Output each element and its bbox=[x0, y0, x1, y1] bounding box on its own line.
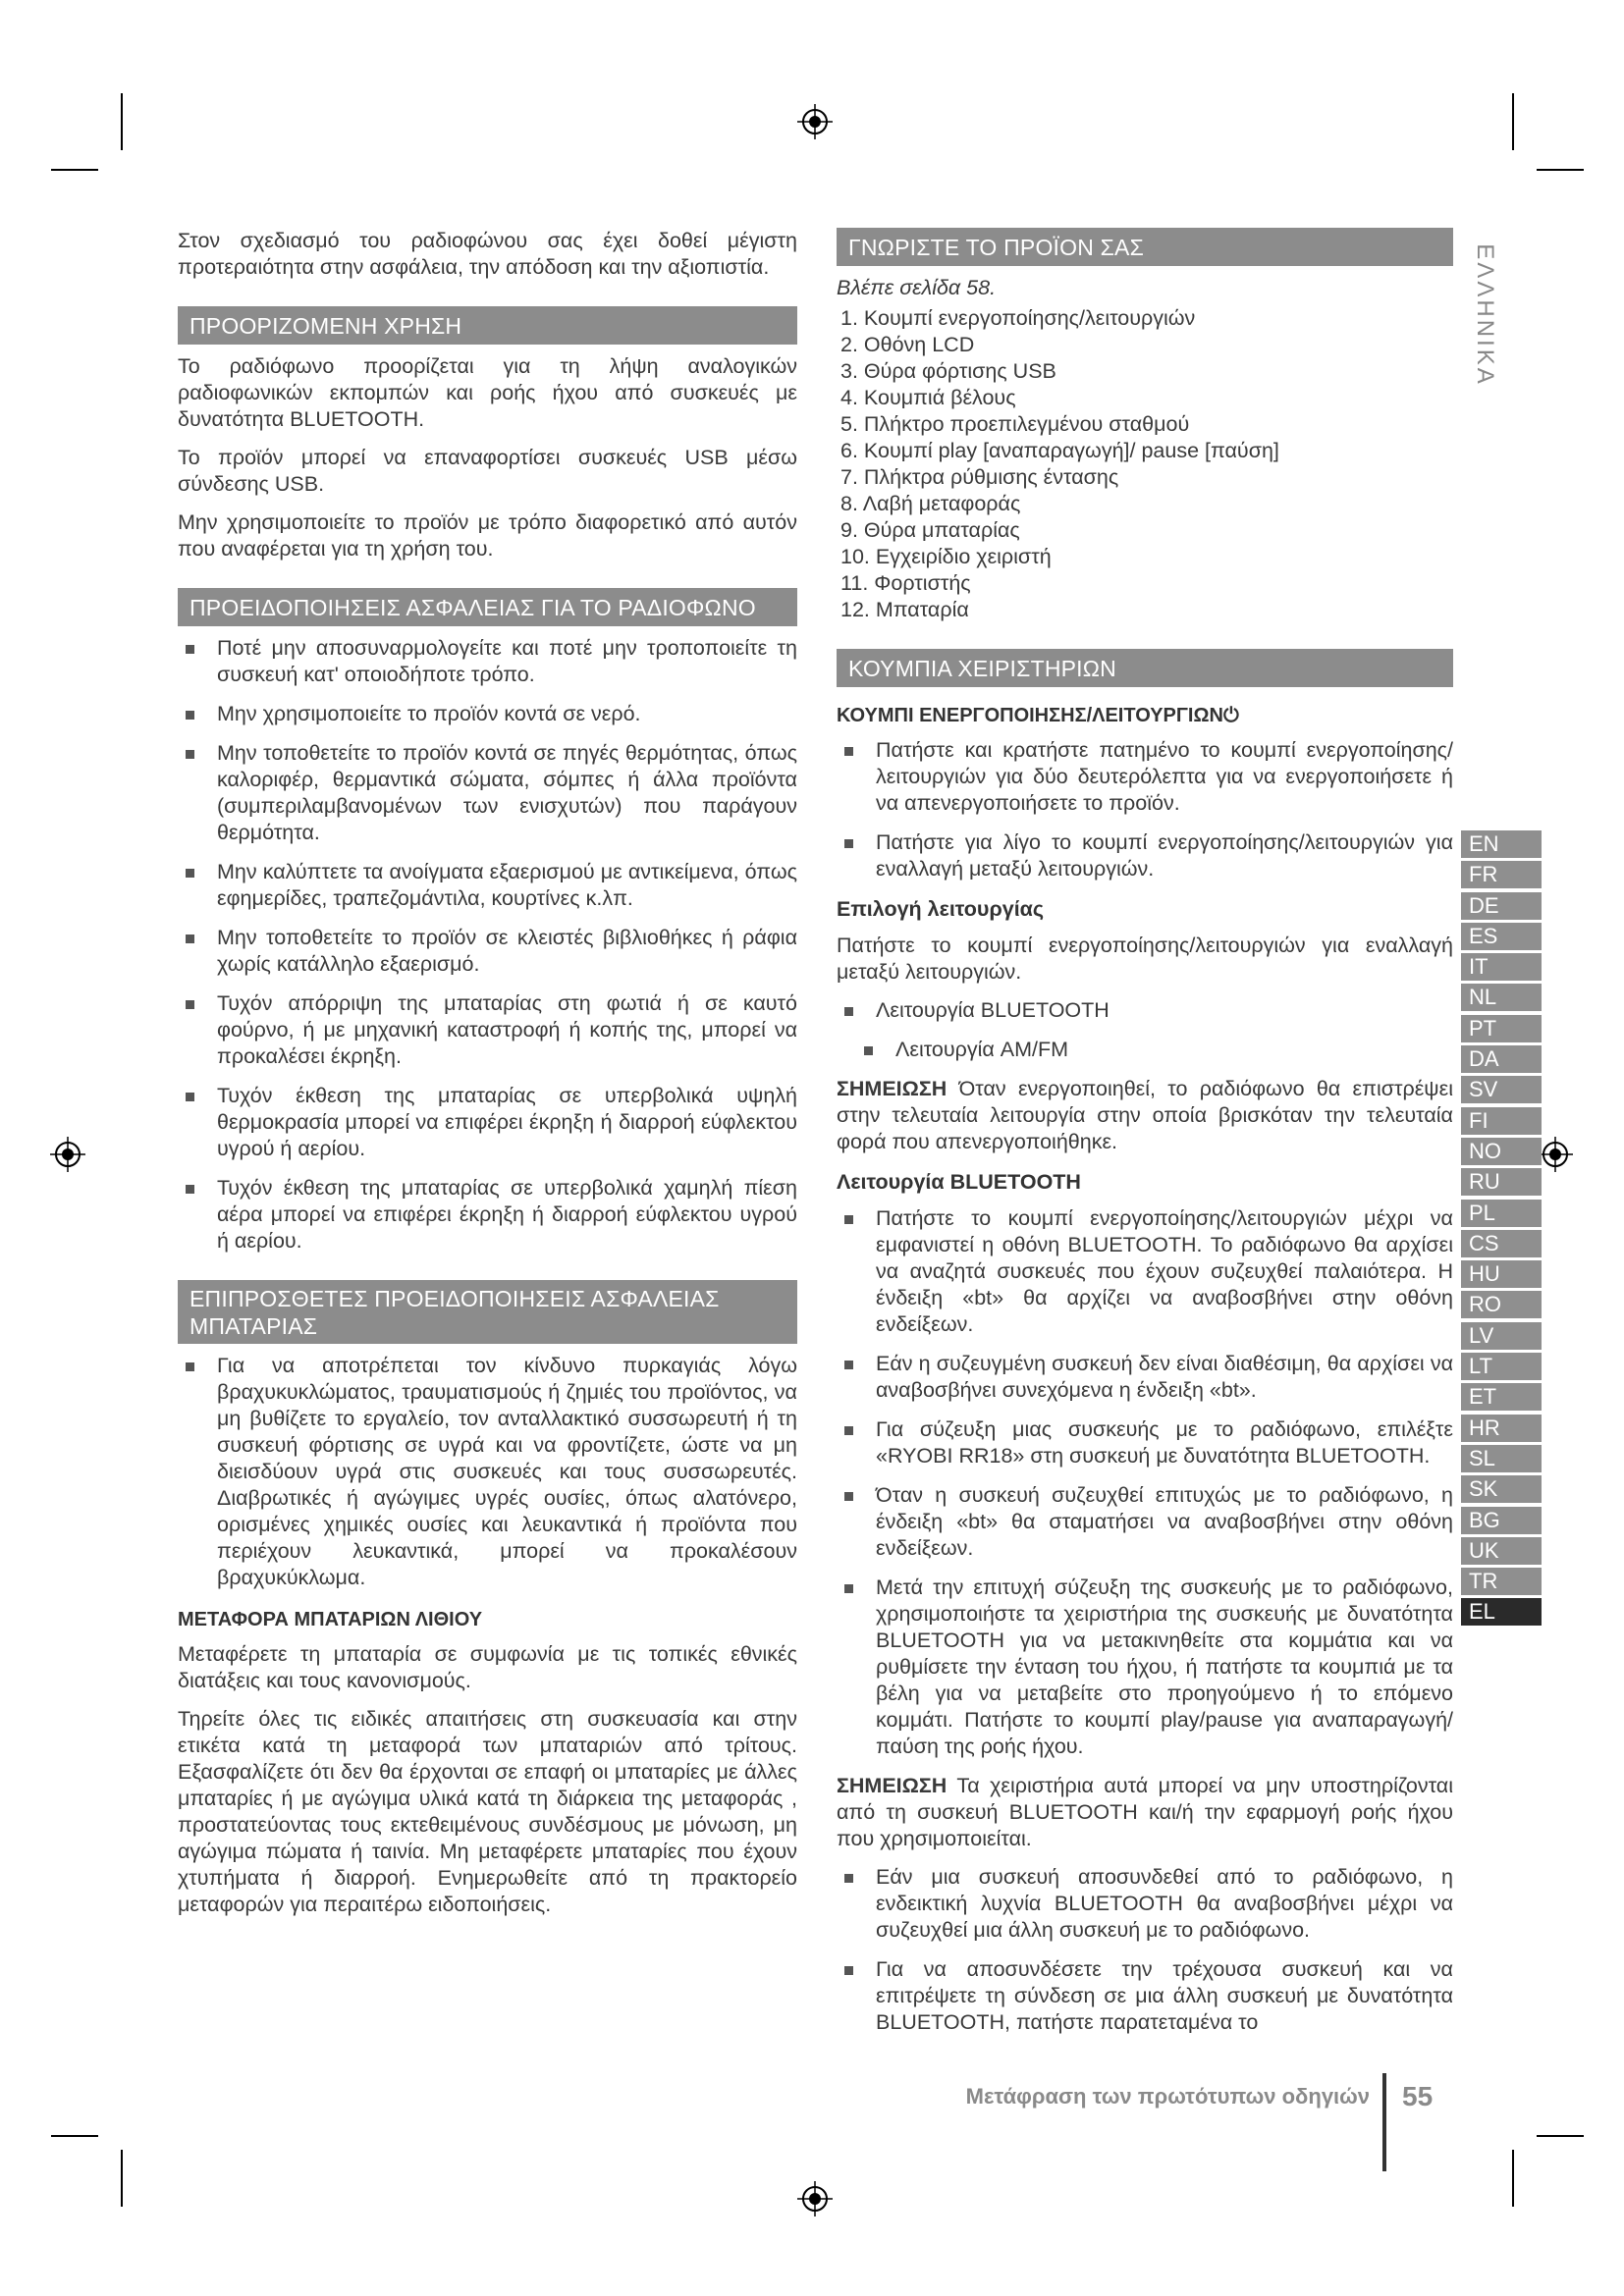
side-language-title bbox=[1455, 232, 1514, 399]
language-tab-el: EL bbox=[1461, 1598, 1542, 1626]
language-tab-pt: PT bbox=[1461, 1015, 1542, 1042]
footer-divider bbox=[1382, 2073, 1386, 2171]
bluetooth-item: Για να αποσυνδέσετε την τρέχουσα συσκευή και να επιτρέψετε τη σύνδεση σε μια άλλη συσκευή με δυνατότητα BLUETOOTH, πατήστε παρατεταμένα το bbox=[837, 1956, 1453, 2036]
transport-paragraph: Τηρείτε όλες τις ειδικές απαιτήσεις στη συσκευασία και στην ετικέτα κατά τη μεταφορά των μπαταριών από τρίτους. Εξασφαλίζετε ότι δεν θα έρχονται σε επαφή οι μπαταρίες με άλλες μπαταρίες ή με αγώγιμα υλικά κατά τη διάρκεια της μεταφοράς , προστατεύοντας τους εκτεθειμένους συνδέσμους με μόνωση, μη αγώγιμα πώματα ή ταινία. Μη μεταφέρετε μπαταρίες που έχουν χτυπήματα ή διαρροή. Ενημερωθείτε από τη πρακτορείο μεταφορών για περαιτέρω ειδοποιήσεις. bbox=[178, 1707, 797, 1916]
crop-mark bbox=[1512, 93, 1514, 150]
see-page-reference: Βλέπε σελίδα 58. bbox=[837, 276, 997, 299]
footer-text: Μετάφραση των πρωτότυπων οδηγιών bbox=[965, 2084, 1370, 2109]
language-tab-it: IT bbox=[1461, 953, 1542, 981]
crop-mark bbox=[121, 93, 123, 150]
transport-paragraph: Μεταφέρετε τη μπαταρία σε συμφωνία με τις τοπικές εθνικές διατάξεις και τους κανονισμούς. bbox=[178, 1642, 797, 1692]
mode-heading: Επιλογή λειτουργίας bbox=[837, 897, 1045, 921]
battery-list bbox=[178, 1353, 797, 1591]
language-tab-nl: NL bbox=[1461, 984, 1542, 1011]
language-tab-hu: HU bbox=[1461, 1260, 1542, 1288]
mode-text: Πατήστε το κουμπί ενεργοποίησης/λειτουργιών για εναλλαγή μεταξύ λειτουργιών. bbox=[837, 934, 1453, 984]
power-item: Πατήστε για λίγο το κουμπί ενεργοποίησης/λειτουργιών για εναλλαγή μεταξύ λειτουργιών. bbox=[837, 829, 1453, 882]
language-tab-uk: UK bbox=[1461, 1537, 1542, 1565]
part-item: 2. Οθόνη LCD bbox=[840, 333, 975, 356]
language-tab-cs: CS bbox=[1461, 1230, 1542, 1257]
left-column bbox=[178, 228, 797, 1930]
bluetooth-item: Πατήστε το κουμπί ενεργοποίησης/λειτουργιών μέχρι να εμφανιστεί η οθόνη BLUETOOTH. Το ραδιόφωνο θα αρχίσει να αναζητά συσκευές που έχουν συζευχθεί παλαιότερα. Η ένδειξη «bt» θα αρχίζει να αναβοσβήνει στην οθόνη ενδείξεων. bbox=[837, 1205, 1453, 1338]
language-tab-et: ET bbox=[1461, 1383, 1542, 1411]
part-item: 3. Θύρα φόρτισης USB bbox=[840, 359, 1056, 383]
battery-item: Για να αποτρέπεται τον κίνδυνο πυρκαγιάς λόγω βραχυκυκλώματος, τραυματισμούς ή ζημιές του προϊόντος, να μη βυθίζετε το εργαλείο, τον ανταλλακτικό συσσωρευτή ή τη συσκευή φόρτισης σε υγρά και να φροντίζετε, ώστε να μη διεισδύουν υγρά στις συσκευές και τους συσσωρευτές. Διαβρωτικές ή αγώγιμες υγρές ουσίες, όπως αλατόνερο, ορισμένες χημικές ουσίες και λευκαντικά ή προϊόντα που περιέχουν λευκαντικά, μπορεί να προκαλέσουν βραχυκύκλωμα. bbox=[178, 1353, 797, 1591]
crop-mark bbox=[1537, 169, 1584, 171]
page-number: 55 bbox=[1402, 2081, 1434, 2111]
part-item: 8. Λαβή μεταφοράς bbox=[840, 492, 1021, 515]
power-list bbox=[837, 737, 1453, 882]
power-icon: ⏻ bbox=[1222, 705, 1239, 726]
safety-item: Μην τοποθετείτε το προϊόν σε κλειστές βιβλιοθήκες ή ράφια χωρίς κατάλληλο εξαερισμό. bbox=[178, 925, 797, 978]
power-button-heading-text: ΚΟΥΜΠΙ ΕΝΕΡΓΟΠΟΙΗΣΗΣ/ΛΕΙΤΟΥΡΓΙΩΝ bbox=[837, 705, 1223, 726]
crop-mark bbox=[121, 2150, 123, 2207]
part-item: 5. Πλήκτρο προεπιλεγμένου σταθμού bbox=[840, 412, 1190, 436]
mode-item: Λειτουργία BLUETOOTH bbox=[837, 997, 1453, 1024]
language-tab-no: NO bbox=[1461, 1138, 1542, 1165]
note-2 bbox=[837, 1773, 1453, 1852]
right-column bbox=[837, 228, 1453, 2049]
language-tab-lt: LT bbox=[1461, 1353, 1542, 1380]
language-tab-bg: BG bbox=[1461, 1507, 1542, 1534]
intended-use-heading: ΠΡΟΟΡΙΖΟΜΕΝΗ ΧΡΗΣΗ bbox=[178, 306, 797, 345]
part-item: 6. Κουμπί play [αναπαραγωγή]/ pause [παύση] bbox=[840, 439, 1279, 462]
note-1 bbox=[837, 1076, 1453, 1155]
bluetooth-item: Μετά την επιτυχή σύζευξη της συσκευής με το ραδιόφωνο, χρησιμοποιήστε τα χειριστήρια της συσκευής με δυνατότητα BLUETOOTH για να μετακινηθείτε στα κομμάτια και να ρυθμίσετε την ένταση του ήχου, ή πατήστε τα κουμπιά με τα βέλη για να μεταβείτε στο προηγούμενο ή το επόμενο κομμάτι. Πατήστε το κουμπί play/pause για αναπαραγωγή/παύση της ροής ήχου. bbox=[837, 1575, 1453, 1760]
language-tab-en: EN bbox=[1461, 830, 1542, 858]
registration-mark-icon bbox=[50, 1137, 85, 1172]
know-product-heading: ΓΝΩΡΙΣΤΕ ΤΟ ΠΡΟΪΟΝ ΣΑΣ bbox=[837, 228, 1453, 266]
language-tab-fi: FI bbox=[1461, 1107, 1542, 1135]
safety-item: Ποτέ μην αποσυναρμολογείτε και ποτέ μην τροποποιείτε τη συσκευή κατ' οποιοδήποτε τρόπο. bbox=[178, 635, 797, 688]
safety-item: Τυχόν έκθεση της μπαταρίας σε υπερβολικά χαμηλή πίεση αέρα μπορεί να επιφέρει έκρηξη ή διαρροή εύφλεκτου υγρού ή αερίου. bbox=[178, 1175, 797, 1255]
battery-heading-line: ΕΠΙΠΡΟΣΘΕΤΕΣ ΠΡΟΕΙΔΟΠΟΙΗΣΕΙΣ ΑΣΦΑΛΕΙΑΣ bbox=[189, 1286, 720, 1311]
bluetooth-item: Εάν η συζευγμένη συσκευή δεν είναι διαθέσιμη, θα αρχίσει να αναβοσβήνει συνεχόμενα η ένδειξη «bt». bbox=[837, 1351, 1453, 1404]
transport-heading: ΜΕΤΑΦΟΡΑ ΜΠΑΤΑΡΙΩΝ ΛΙΘΙΟΥ bbox=[178, 1609, 483, 1630]
bluetooth-item: Για σύζευξη μιας συσκευής με το ραδιόφωνο, επιλέξτε «RYOBI RR18» στη συσκευή με δυνατότητα BLUETOOTH. bbox=[837, 1416, 1453, 1469]
part-item: 4. Κουμπιά βέλους bbox=[840, 386, 1016, 409]
crop-mark bbox=[51, 2135, 98, 2137]
intended-use-paragraph: Το ραδιόφωνο προορίζεται για τη λήψη αναλογικών ραδιοφωνικών εκπομπών και ροής ήχου από συσκευές με δυνατότητα BLUETOOTH. bbox=[178, 354, 797, 431]
bluetooth-heading: Λειτουργία BLUETOOTH bbox=[837, 1170, 1081, 1194]
bluetooth-list-2 bbox=[837, 1864, 1453, 2036]
language-tab-lv: LV bbox=[1461, 1322, 1542, 1350]
part-item: 7. Πλήκτρα ρύθμισης έντασης bbox=[840, 465, 1119, 489]
language-tab-da: DA bbox=[1461, 1045, 1542, 1073]
language-tab-pl: PL bbox=[1461, 1200, 1542, 1227]
language-tab-es: ES bbox=[1461, 923, 1542, 950]
mode-sublist bbox=[837, 1037, 1453, 1063]
language-tabs bbox=[1461, 830, 1542, 1629]
safety-list bbox=[178, 635, 797, 1255]
bluetooth-item: Όταν η συσκευή συζευχθεί επιτυχώς με το ραδιόφωνο, η ένδειξη «bt» θα σταματήσει να αναβοσβήνει στην οθόνη ενδείξεων. bbox=[837, 1482, 1453, 1562]
language-tab-de: DE bbox=[1461, 892, 1542, 920]
safety-item: Μην καλύπτετε τα ανοίγματα εξαερισμού με αντικείμενα, όπως εφημερίδες, τραπεζομάντιλα, κουρτίνες κ.λπ. bbox=[178, 859, 797, 912]
language-tab-ro: RO bbox=[1461, 1291, 1542, 1318]
part-item: 9. Θύρα μπαταρίας bbox=[840, 518, 1020, 542]
language-tab-sk: SK bbox=[1461, 1475, 1542, 1503]
part-item: 12. Μπαταρία bbox=[840, 598, 969, 621]
mode-list bbox=[837, 997, 1453, 1024]
side-language-title-text: ΕΛΛΗΝΙΚΑ bbox=[1472, 243, 1498, 387]
battery-heading bbox=[178, 1280, 797, 1344]
language-tab-tr: TR bbox=[1461, 1568, 1542, 1595]
registration-mark-icon bbox=[797, 2181, 833, 2216]
controls-heading: ΚΟΥΜΠΙΑ ΧΕΙΡΙΣΤΗΡΙΩΝ bbox=[837, 649, 1453, 687]
crop-mark bbox=[1537, 2135, 1584, 2137]
battery-heading-line: ΜΠΑΤΑΡΙΑΣ bbox=[189, 1313, 318, 1339]
language-tab-fr: FR bbox=[1461, 861, 1542, 888]
registration-mark-icon bbox=[1538, 1137, 1573, 1172]
safety-item: Τυχόν απόρριψη της μπαταρίας στη φωτιά ή σε καυτό φούρνο, ή με μηχανική καταστροφή ή κοπής της, μπορεί να προκαλέσει έκρηξη. bbox=[178, 990, 797, 1070]
language-tab-sv: SV bbox=[1461, 1076, 1542, 1103]
intro-text: Στον σχεδιασμό του ραδιοφώνου σας έχει δοθεί μέγιστη προτεραιότητα στην ασφάλεια, την απόδοση και την αξιοπιστία. bbox=[178, 229, 797, 279]
intended-use-paragraph: Μην χρησιμοποιείτε το προϊόν με τρόπο διαφορετικό από αυτόν που αναφέρεται για τη χρήση του. bbox=[178, 510, 797, 561]
note-label: ΣΗΜΕΙΩΣΗ bbox=[837, 1077, 947, 1100]
power-item: Πατήστε και κρατήστε πατημένο το κουμπί ενεργοποίησης/λειτουργιών για δύο δευτερόλεπτα για να ενεργοποιήσετε ή να απενεργοποιήσετε το προϊόν. bbox=[837, 737, 1453, 817]
safety-heading: ΠΡΟΕΙΔΟΠΟΙΗΣΕΙΣ ΑΣΦΑΛΕΙΑΣ ΓΙΑ ΤΟ ΡΑΔΙΟΦΩΝΟ bbox=[178, 588, 797, 626]
power-button-heading bbox=[837, 703, 1453, 729]
note-text: Όταν ενεργοποιηθεί, το ραδιόφωνο θα επιστρέψει στην τελευταία λειτουργία στην οποία βρισκόταν την τελευταία φορά που απενεργοποιήθηκε. bbox=[837, 1077, 1453, 1153]
crop-mark bbox=[51, 169, 98, 171]
safety-item: Τυχόν έκθεση της μπαταρίας σε υπερβολικά υψηλή θερμοκρασία μπορεί να επιφέρει έκρηξη ή διαρροή εύφλεκτου υγρού ή αερίου. bbox=[178, 1083, 797, 1162]
note-label: ΣΗΜΕΙΩΣΗ bbox=[837, 1774, 947, 1797]
safety-item: Μην χρησιμοποιείτε το προϊόν κοντά σε νερό. bbox=[178, 701, 797, 727]
language-tab-ru: RU bbox=[1461, 1168, 1542, 1196]
part-item: 11. Φορτιστής bbox=[840, 571, 971, 595]
registration-mark-icon bbox=[797, 104, 833, 139]
part-item: 1. Κουμπί ενεργοποίησης/λειτουργιών bbox=[840, 306, 1196, 330]
crop-mark bbox=[1512, 2150, 1514, 2207]
intended-use-paragraph: Το προϊόν μπορεί να επαναφορτίσει συσκευές USB μέσω σύνδεσης USB. bbox=[178, 446, 797, 496]
part-item: 10. Εγχειρίδιο χειριστή bbox=[840, 545, 1052, 568]
mode-item: Λειτουργία AM/FM bbox=[837, 1037, 1453, 1063]
bluetooth-item: Εάν μια συσκευή αποσυνδεθεί από το ραδιόφωνο, η ενδεικτική λυχνία BLUETOOTH θα αναβοσβήνει μέχρι να συζευχθεί μια άλλη συσκευή με το ραδιόφωνο. bbox=[837, 1864, 1453, 1944]
language-tab-hr: HR bbox=[1461, 1415, 1542, 1442]
safety-item: Μην τοποθετείτε το προϊόν κοντά σε πηγές θερμότητας, όπως καλοριφέρ, θερμαντικά σώματα, σόμπες ή άλλα προϊόντα (συμπεριλαμβανομένων των ενισχυτών) που παράγουν θερμότητα. bbox=[178, 740, 797, 846]
language-tab-sl: SL bbox=[1461, 1445, 1542, 1472]
bluetooth-list bbox=[837, 1205, 1453, 1760]
note-text: Τα χειριστήρια αυτά μπορεί να μην υποστηρίζονται από τη συσκευή BLUETOOTH και/ή την εφαρμογή ροής ήχου που χρησιμοποιείται. bbox=[837, 1774, 1453, 1850]
parts-list bbox=[837, 305, 1453, 623]
